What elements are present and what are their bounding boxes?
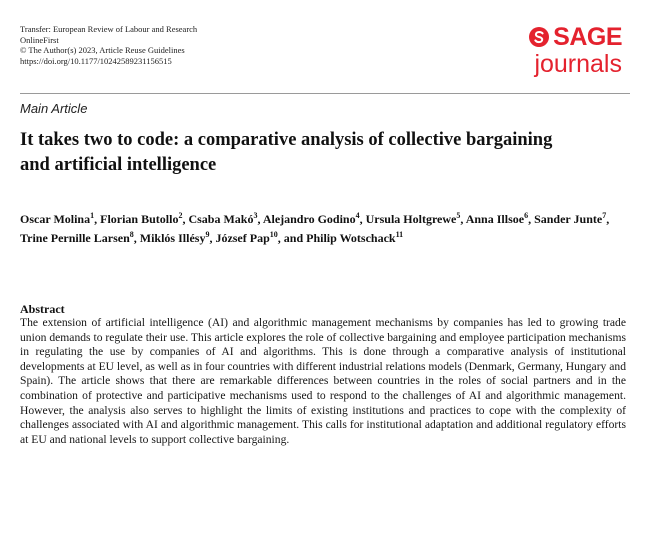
sage-name: SAGE xyxy=(553,23,622,51)
header-divider xyxy=(20,93,630,94)
article-title: It takes two to code: a comparative analysis of collective bargaining and artificial intelligence xyxy=(20,130,553,175)
author-affiliation-marker: 2 xyxy=(178,211,183,220)
author-item[interactable] xyxy=(263,212,360,226)
author-affiliation-marker: 7 xyxy=(602,211,607,220)
author-name: Alejandro Godino xyxy=(262,212,356,226)
author-name: József Pap xyxy=(215,231,270,245)
author-item[interactable] xyxy=(188,212,257,226)
author-affiliation-marker: 6 xyxy=(524,211,529,220)
author-list: Oscar Molina$^1$, Florian Butollo$^2$, Csaba Makó$^3$, Alejandro Godino$^4$, Ursula Holtgrewe$^5$, Anna Illsoe$^6$, Sander Junte$^7$, Trine Pernille Larsen$^8$, Miklós Illésy$^9$, József Pap$^{10}$, and Philip Wotschack$^{11}$ xyxy=(20,211,610,245)
author-name: Csaba Makó xyxy=(188,212,254,226)
abstract-heading: Abstract xyxy=(20,302,65,316)
author-affiliation-marker: 10 xyxy=(269,230,278,239)
doi-link[interactable]: https://doi.org/10.1177/10242589231156515 xyxy=(20,55,172,66)
author-name: Ursula Holtgrewe xyxy=(365,212,457,226)
author-item[interactable] xyxy=(534,212,606,226)
sage-logo-s-icon xyxy=(528,26,550,48)
author-affiliation-marker: 11 xyxy=(395,230,404,239)
author-affiliation-marker: 3 xyxy=(253,211,258,220)
author-affiliation-marker: 4 xyxy=(355,211,360,220)
author-affiliation-marker: 8 xyxy=(129,230,134,239)
author-affiliation-marker: 5 xyxy=(456,211,461,220)
author-name: Sander Junte xyxy=(534,212,603,226)
author-item[interactable] xyxy=(140,231,210,245)
author-name: Trine Pernille Larsen xyxy=(20,231,130,245)
sage-wordmark xyxy=(528,24,622,50)
author-name: Anna Illsoe xyxy=(465,212,525,226)
author-item[interactable] xyxy=(466,212,528,226)
author-name: Oscar Molina xyxy=(20,212,91,226)
author-name: Philip Wotschack xyxy=(306,231,396,245)
author-item[interactable] xyxy=(366,212,461,226)
author-item[interactable] xyxy=(20,212,94,226)
author-affiliation-marker: 9 xyxy=(205,230,210,239)
author-name: Miklós Illésy xyxy=(139,231,206,245)
sage-journals-logo[interactable] xyxy=(528,24,622,76)
author-item[interactable] xyxy=(306,231,403,245)
online-first-label: OnlineFirst xyxy=(20,34,59,45)
article-type-label: Main Article xyxy=(20,101,88,116)
author-item[interactable] xyxy=(215,231,277,245)
author-item[interactable] xyxy=(20,231,134,245)
author-name: Florian Butollo xyxy=(100,212,179,226)
journal-metadata xyxy=(20,24,197,66)
journals-wordmark: journals xyxy=(534,50,622,78)
author-conjunction: and xyxy=(283,231,304,245)
author-affiliation-marker: 1 xyxy=(90,211,95,220)
author-item[interactable] xyxy=(100,212,182,226)
abstract-body: The extension of artificial intelligence (AI) and algorithmic management mechanisms by companies has led to growing trade union demands to regulate their use. This article explores the role of collective bargaining and employee participation mechanisms in regulating the use by companies of AI and algorithms. This is done through a comparative analysis of institutional developments at EU level, as well as in four countries with different industrial relations models (Denmark, Germany, Hungary and Spain). The article shows that there are remarkable differences between countries in the roles of social partners and in the combination of protective and participative mechanisms used to respond to the challenges of AI and algorithmic management. However, the analysis also serves to highlight the limits of existing institutions and practices to cope with the complexity of challenges associated with AI and algorithmic management. This calls for institutional adaptation and additional regulatory efforts at EU and national levels to support collective bargaining. xyxy=(20,316,626,446)
journal-name: Transfer: European Review of Labour and Research xyxy=(20,24,198,34)
copyright-line[interactable]: © The Author(s) 2023, Article Reuse Guidelines xyxy=(20,45,185,55)
